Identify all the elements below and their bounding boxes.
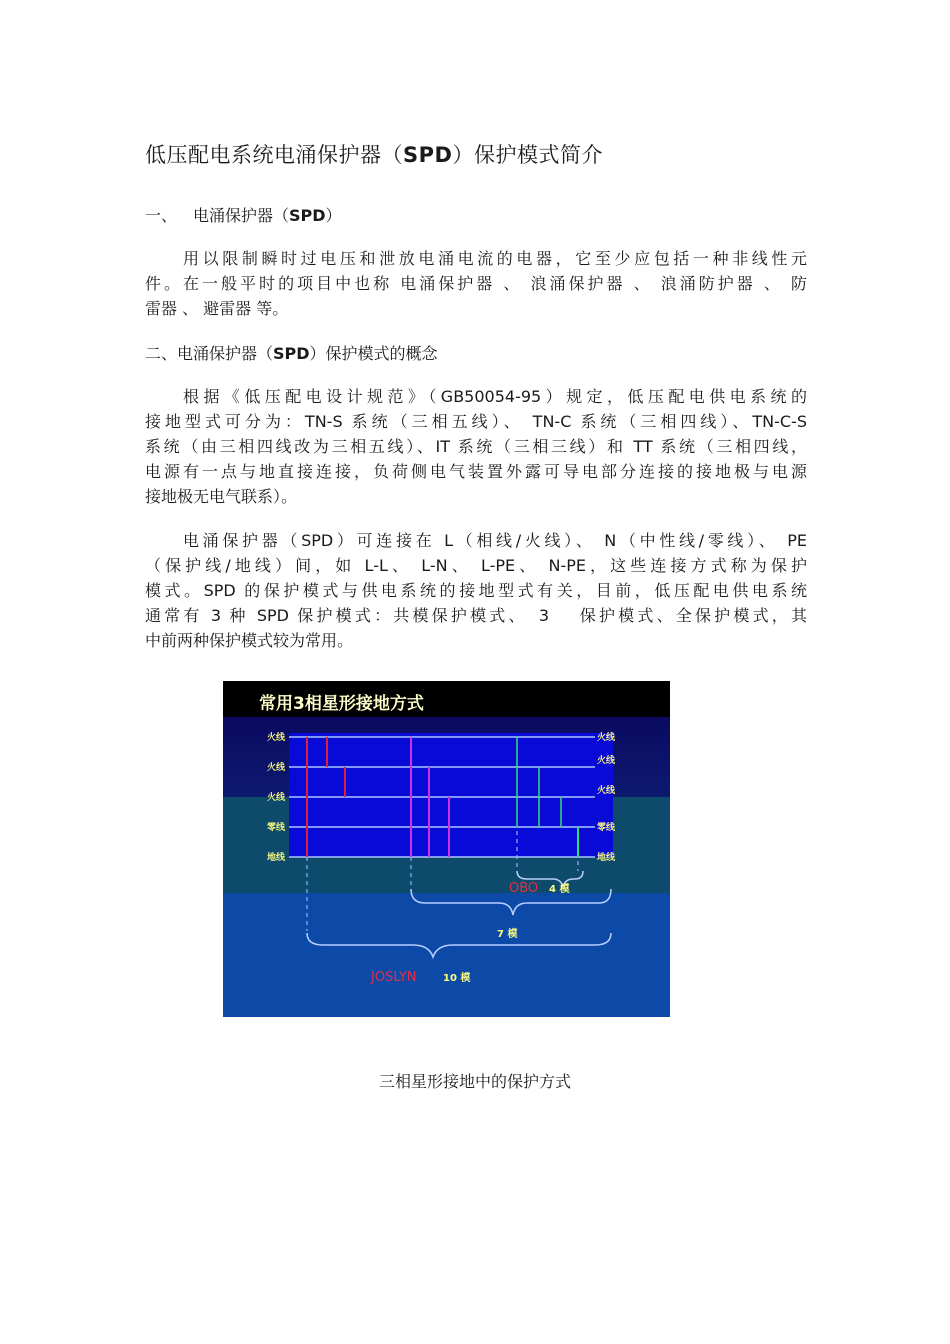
grounding-diagram-figure: [223, 681, 670, 1017]
right-label: 火线: [597, 756, 616, 766]
section-bold: SPD: [273, 344, 310, 363]
paragraph-3: [145, 528, 807, 653]
para-line: 通常有 3 种 SPD 保护模式：共模保护模式、 3 保护模式、全保护模式，其: [145, 606, 807, 625]
para-line: 电源有一点与地直接连接，负荷侧电气装置外露可导电部分连接的接地极与电源: [145, 462, 807, 481]
para-line: （保护线/地线）间，如 L-L、 L-N、 L-PE、 N-PE，这些连接方式称为保护: [145, 556, 807, 575]
title-text: 低压配电系统电涌保护器（: [145, 143, 403, 167]
section-text: 电涌保护器（: [193, 206, 290, 225]
right-label: 火线: [597, 733, 616, 743]
para-line: 电涌保护器（SPD）可连接在 L（相线/火线）、 N（中性线/零线）、 PE: [183, 531, 807, 550]
document-title: [145, 139, 603, 169]
figure-caption: 三相星形接地中的保护方式: [378, 1072, 571, 1091]
paragraph-1: [145, 246, 807, 321]
para-line: 用以限制瞬时过电压和泄放电涌电流的电器，它至少应包括一种非线性元: [183, 249, 807, 268]
seven-mode-label: 7 模: [497, 929, 518, 940]
para-line: 根据《低压配电设计规范》（GB50054-95）规定，低压配电供电系统的: [183, 387, 807, 406]
obo-count: 4 模: [549, 884, 570, 895]
title-bold: SPD: [403, 143, 453, 167]
para-line: 接地极无电气联系）。: [145, 487, 298, 506]
section-heading-1: [145, 203, 342, 226]
para-line: 接地型式可分为：TN-S 系统（三相五线）、 TN-C 系统（三相四线）、TN-C-S: [145, 412, 807, 431]
section-text: 二、电涌保护器（: [145, 344, 274, 363]
right-label: 火线: [597, 786, 616, 796]
figure-lower-band: [223, 893, 670, 1017]
para-line: 模式。SPD 的保护模式与供电系统的接地型式有关，目前，低压配电供电系统: [145, 581, 807, 600]
grounding-diagram: [223, 681, 670, 1017]
left-label: 零线: [267, 823, 286, 833]
para-line: 雷器 、 避雷器 等。: [145, 299, 289, 318]
joslyn-brand: JOSLYN: [371, 970, 417, 985]
right-label: 地线: [597, 853, 616, 863]
para-line: 系统（由三相四线改为三相五线）、IT 系统（三相三线）和 TT 系统（三相四线，: [145, 437, 807, 456]
wire-panel: [289, 733, 613, 857]
section-number: 一、: [145, 206, 178, 225]
joslyn-count: 10 模: [443, 973, 471, 984]
right-label: 零线: [597, 823, 616, 833]
left-label: 地线: [267, 853, 286, 863]
title-text-end: ）保护模式简介: [452, 143, 603, 167]
left-label: 火线: [267, 793, 286, 803]
left-label: 火线: [267, 763, 286, 773]
para-line: 中前两种保护模式较为常用。: [145, 631, 354, 650]
para-line: 件。在一般平时的项目中也称 电涌保护器 、 浪涌保护器 、 浪涌防护器 、 防: [145, 274, 807, 293]
left-label: 火线: [267, 733, 286, 743]
section-text-end: ）: [325, 206, 342, 225]
paragraph-2: [145, 384, 807, 509]
obo-brand: OBO: [509, 881, 539, 896]
section-text-end: ）保护模式的概念: [309, 344, 438, 363]
figure-title: 常用3相星形接地方式: [259, 694, 424, 714]
section-bold: SPD: [289, 206, 326, 225]
section-heading-2: [145, 341, 438, 364]
